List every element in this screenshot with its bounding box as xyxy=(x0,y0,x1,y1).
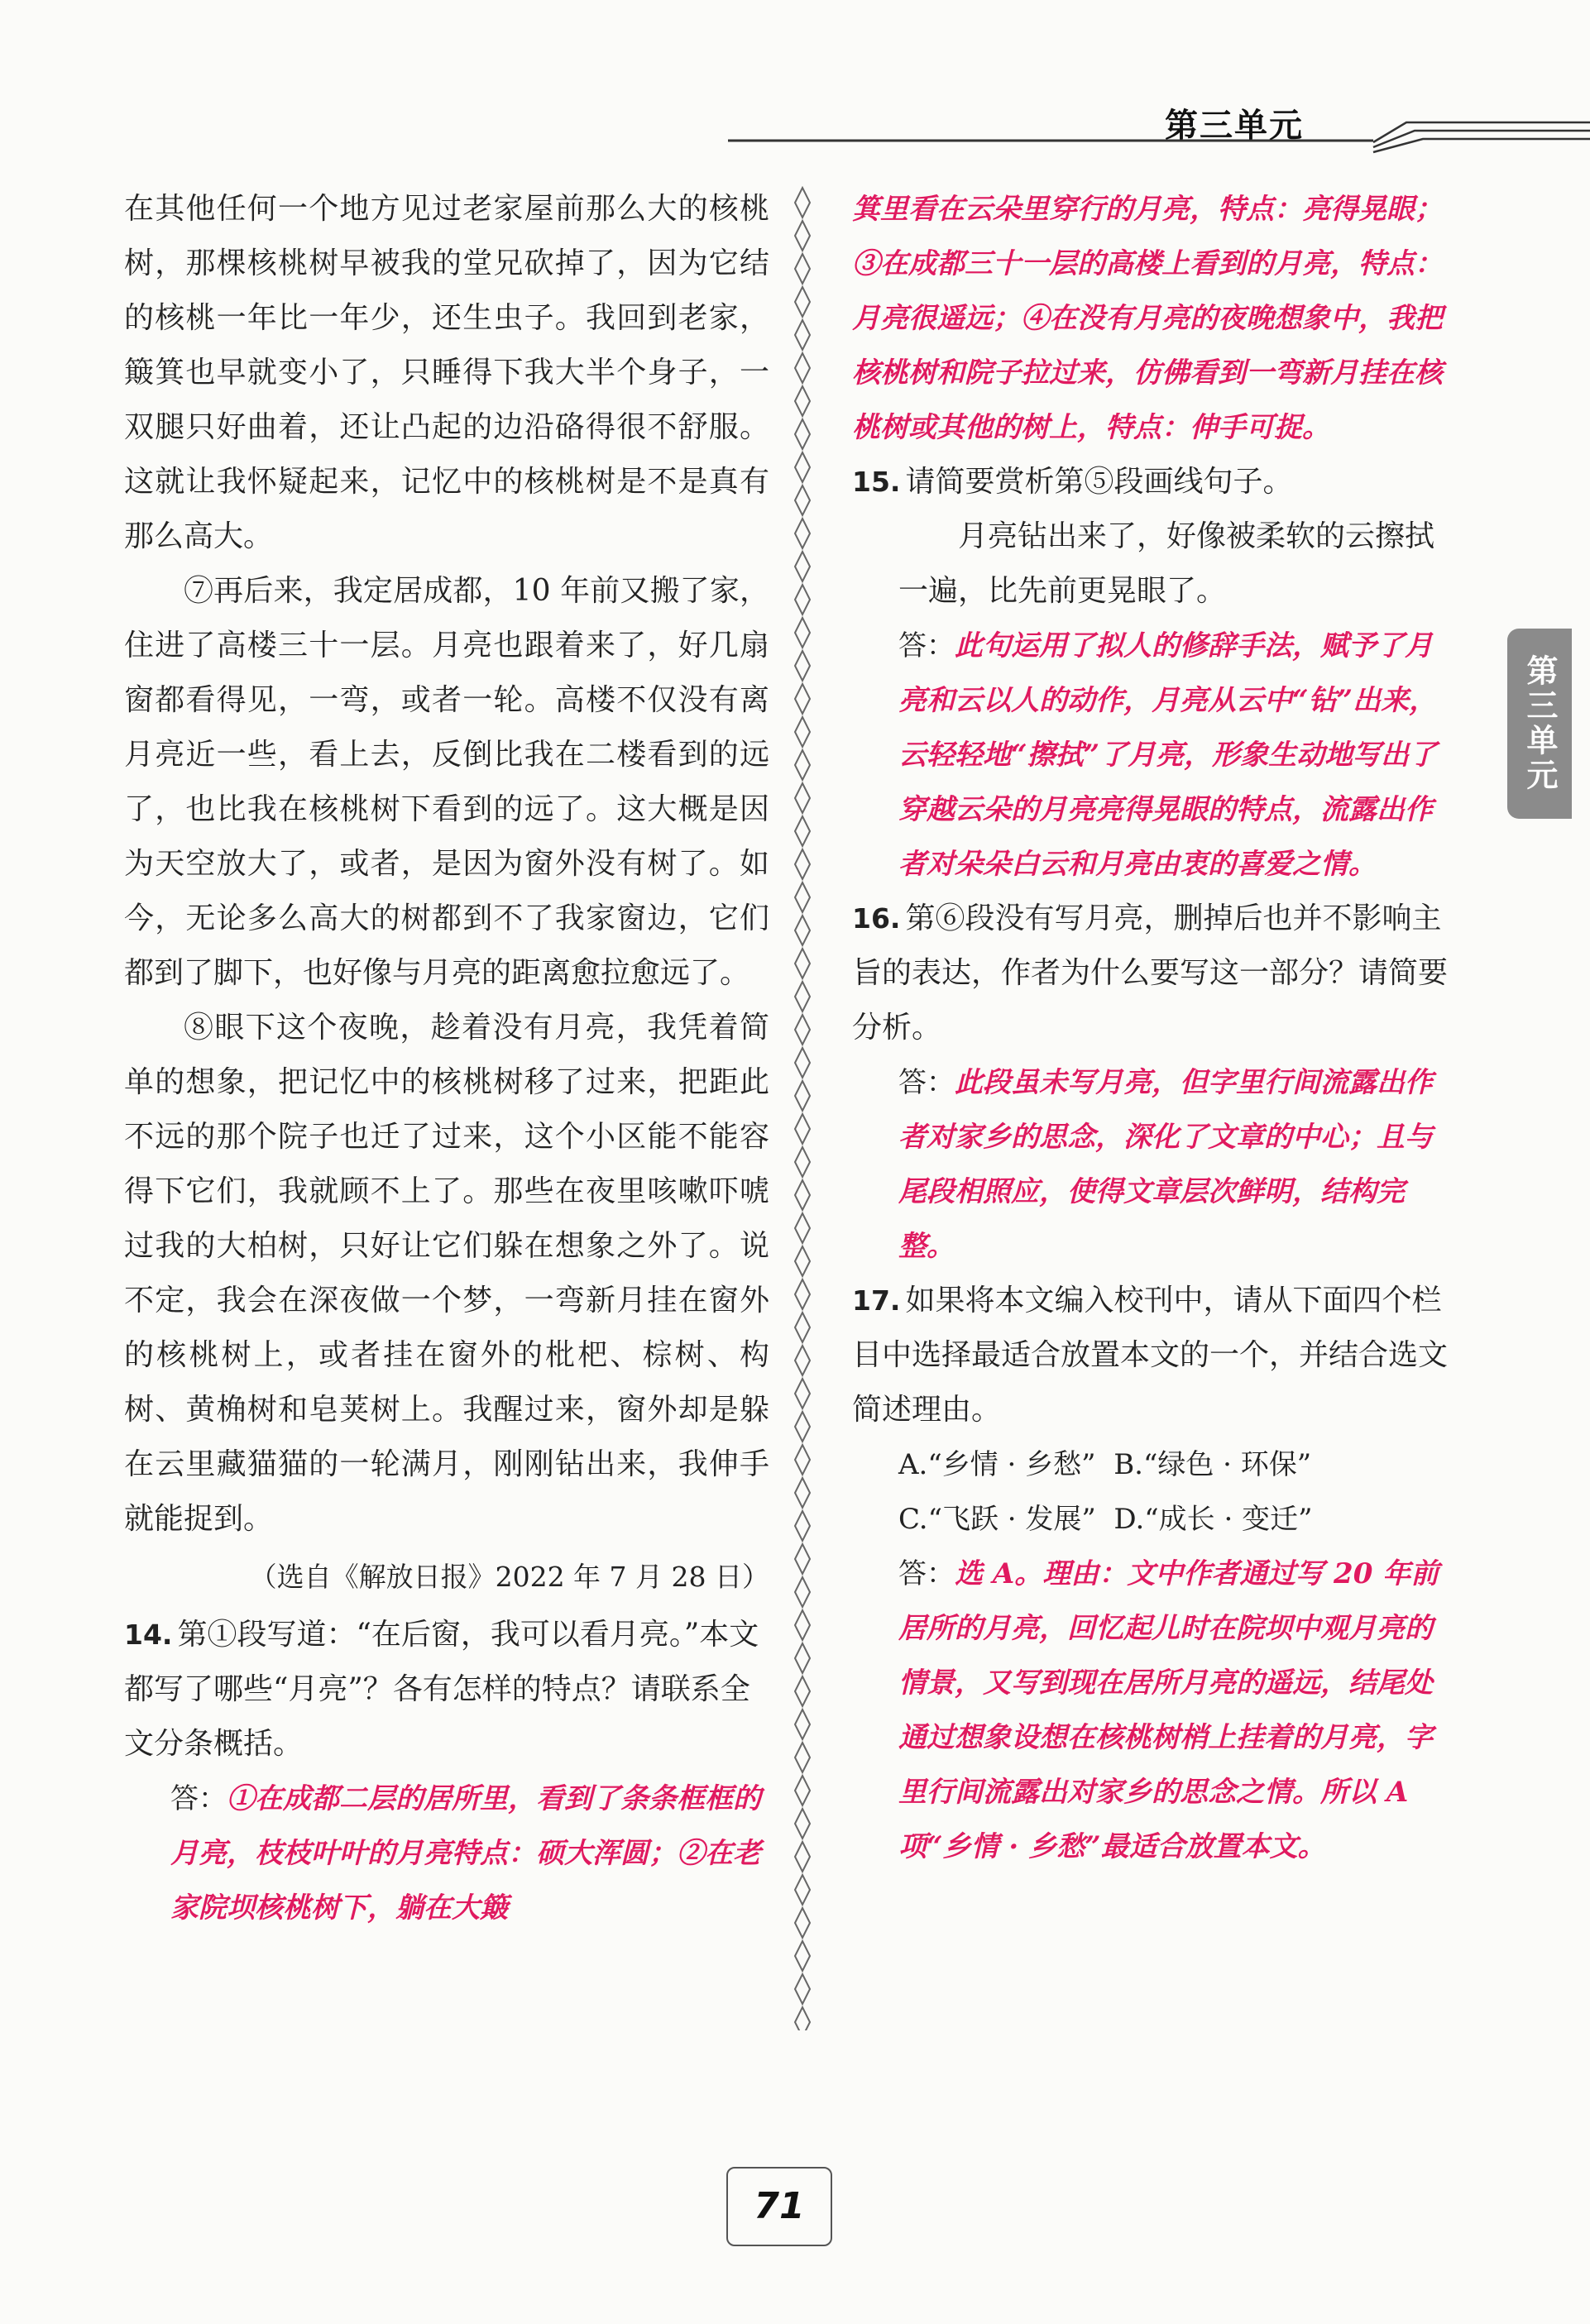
answer-17 xyxy=(898,1547,1456,1874)
answer-label: 答： xyxy=(170,1782,227,1815)
answer-label: 答： xyxy=(898,1066,955,1099)
answer-label: 答： xyxy=(898,1557,955,1590)
question-text: 第①段写道：“在后窗，我可以看月亮。”本文都写了哪些“月亮”？各有怎样的特点？请联系全文分条概括。 xyxy=(124,1618,759,1761)
question-text: 第⑥段没有写月亮，删掉后也并不影响主旨的表达，作者为什么要写这一部分？请简要分析。 xyxy=(852,901,1449,1045)
question-16 xyxy=(852,892,1456,1055)
question-17 xyxy=(852,1274,1456,1437)
header-decorative-lines xyxy=(728,93,1590,167)
answer-16 xyxy=(898,1055,1456,1274)
question-number: 14. xyxy=(124,1619,173,1651)
question-number: 16. xyxy=(852,902,901,935)
option-a: A.“乡情 · 乡愁” xyxy=(898,1448,1096,1481)
question-14 xyxy=(124,1608,769,1772)
passage-paragraph-8: ⑧眼下这个夜晚，趁着没有月亮，我凭着简单的想象，把记忆中的核桃树移了过来，把距此不远的那个院子也迁了过来，这个小区能不能容得下它们，我就顾不上了。那些在夜里咳嗽吓唬过我的大柏树，只好让它们躲在想象之外了。说不定，我会在深夜做一个梦，一弯新月挂在窗外的核桃树上，或者挂在窗外的枇杷、棕树、构树、黄桷树和皂荚树上。我醒过来，窗外却是躲在云里藏猫猫的一轮满月，刚刚钻出来，我伸手就能捉到。 xyxy=(124,1011,769,1536)
handwritten-answer: 此段虽未写月亮，但字里行间流露出作者对家乡的思念，深化了文章的中心；且与尾段相照应，使得文章层次鲜明，结构完整。 xyxy=(898,1066,1433,1263)
option-b: B.“绿色 · 环保” xyxy=(1113,1448,1312,1481)
page-number: 71 xyxy=(726,2167,832,2246)
question-text: 请简要赏析第⑤段画线句子。 xyxy=(905,465,1293,499)
answer-14 xyxy=(170,1772,769,1935)
column-divider xyxy=(790,186,815,2030)
right-column xyxy=(852,182,1456,1874)
handwritten-answer: ①在成都二层的居所里，看到了条条框框的月亮，枝枝叶叶的月亮特点：硕大浑圆；②在老家院坝核桃树下，躺在大簸 xyxy=(170,1782,761,1925)
passage-paragraph: 在其他任何一个地方见过老家屋前那么大的核桃树，那棵核桃树早被我的堂兄砍掉了，因为它结的核桃一年比一年少，还生虫子。我回到老家，簸箕也早就变小了，只睡得下我大半个身子，一双腿只好曲着，还让凸起的边沿硌得很不舒服。这就让我怀疑起来，记忆中的核桃树是不是真有那么高大。 xyxy=(124,192,769,553)
question-number: 15. xyxy=(852,466,901,498)
question-text: 如果将本文编入校刊中，请从下面四个栏目中选择最适合放置本文的一个，并结合选文简述理由。 xyxy=(852,1284,1449,1427)
option-d: D.“成长 · 变迁” xyxy=(1113,1503,1313,1536)
options-row-1 xyxy=(898,1437,1456,1492)
answer-15 xyxy=(898,619,1456,892)
answer-label: 答： xyxy=(898,629,955,662)
answer-14-continued xyxy=(852,182,1456,455)
handwritten-answer: 箕里看在云朵里穿行的月亮，特点：亮得晃眼；③在成都三十一层的高楼上看到的月亮，特点：月亮很遥远；④在没有月亮的夜晚想象中，我把核桃树和院子拉过来，仿佛看到一弯新月挂在核桃树或其他的树上，特点：伸手可捉。 xyxy=(852,193,1443,444)
unit-title: 第三单元 xyxy=(1165,107,1304,145)
left-column xyxy=(124,182,769,1935)
source-citation: （选自《解放日报》2022 年 7 月 28 日） xyxy=(249,1561,769,1593)
options-row-2 xyxy=(898,1492,1456,1547)
quoted-sentence: 月亮钻出来了，好像被柔软的云擦拭一遍，比先前更晃眼了。 xyxy=(898,519,1435,608)
question-number: 17. xyxy=(852,1284,901,1317)
handwritten-answer: 此句运用了拟人的修辞手法，赋予了月亮和云以人的动作，月亮从云中“钻”出来，云轻轻地“擦拭”了月亮，形象生动地写出了穿越云朵的月亮亮得晃眼的特点，流露出作者对朵朵白云和月亮由衷的喜爱之情。 xyxy=(898,629,1438,881)
unit-side-tab: 第三单元 xyxy=(1507,629,1572,819)
passage-paragraph-7: ⑦再后来，我定居成都，10 年前又搬了家，住进了高楼三十一层。月亮也跟着来了，好几扇窗都看得见，一弯，或者一轮。高楼不仅没有离月亮近一些，看上去，反倒比我在二楼看到的远了，也比我在核桃树下看到的远了。这大概是因为天空放大了，或者，是因为窗外没有树了。如今，无论多么高大的树都到不了我家窗边，它们都到了脚下，也好像与月亮的距离愈拉愈远了。 xyxy=(124,574,769,990)
handwritten-answer: 选 A。理由：文中作者通过写 20 年前居所的月亮，回忆起儿时在院坝中观月亮的情景，又写到现在居所月亮的遥远，结尾处通过想象设想在核桃树梢上挂着的月亮，字里行间流露出对家乡的思念之情。所以 A 项“乡情 · 乡愁”最适合放置本文。 xyxy=(898,1557,1439,1863)
option-c: C.“飞跃 · 发展” xyxy=(898,1503,1096,1536)
question-15 xyxy=(852,455,1456,509)
